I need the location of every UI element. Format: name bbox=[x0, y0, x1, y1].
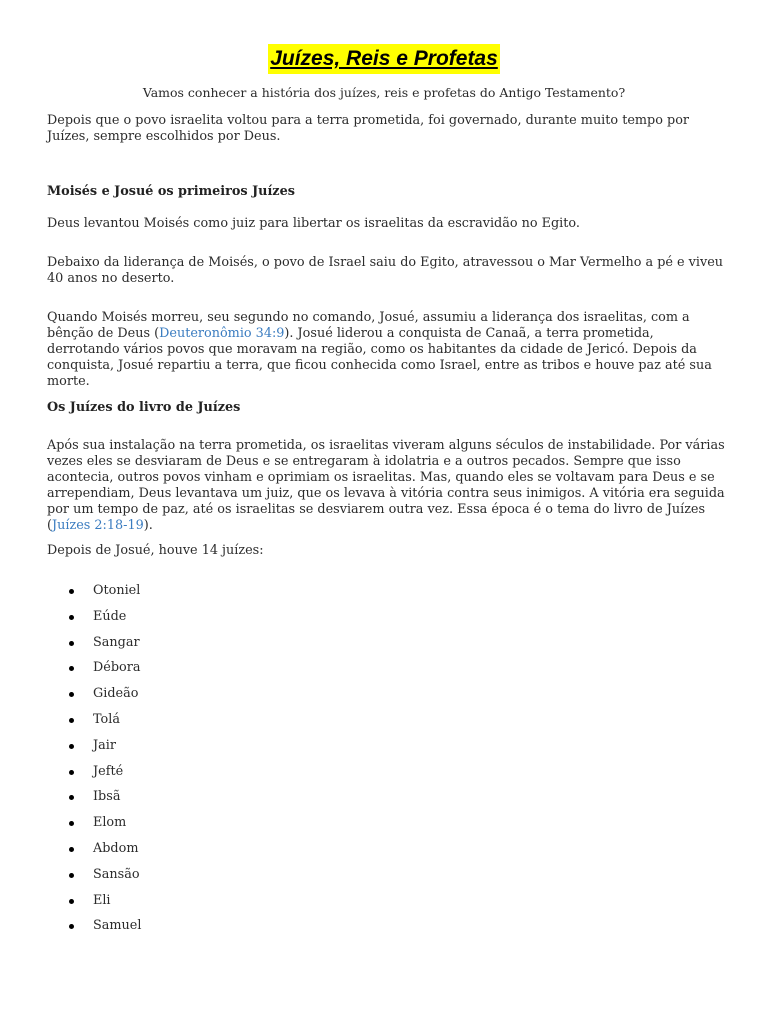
paragraph-lideranca-moises: Debaixo da liderança de Moisés, o povo de Israel saiu do Egito, atravessou o Mar Vermelho a pé e viveu 40 anos no deserto. bbox=[47, 255, 724, 286]
link-juizes-2-18[interactable]: Juízes 2:18-19 bbox=[52, 518, 144, 533]
bullet-icon bbox=[69, 615, 74, 620]
list-item bbox=[0, 737, 141, 763]
bullet-icon bbox=[69, 770, 74, 775]
list-item bbox=[0, 685, 141, 711]
paragraph-josue-text-start: Quando Moisés morreu, seu segundo no comando, Josué, assumiu a liderança dos israelitas, com a bênção de Deus ( bbox=[47, 310, 690, 341]
bullet-icon bbox=[69, 821, 74, 826]
list-item bbox=[0, 814, 141, 840]
judge-name: Abdom bbox=[93, 840, 139, 856]
judge-name: Jair bbox=[93, 737, 116, 753]
paragraph-instabilidade-text-end: ). bbox=[143, 518, 153, 533]
list-item bbox=[0, 659, 141, 685]
page-title: Juízes, Reis e Profetas bbox=[268, 44, 500, 74]
intro-paragraph: Depois que o povo israelita voltou para a terra prometida, foi governado, durante muito tempo por Juízes, sempre escolhidos por Deus. bbox=[47, 113, 690, 144]
bullet-icon bbox=[69, 641, 74, 646]
bullet-icon bbox=[69, 692, 74, 697]
paragraph-moises-juiz: Deus levantou Moisés como juiz para libertar os israelitas da escravidão no Egito. bbox=[47, 216, 580, 231]
list-item bbox=[0, 892, 141, 918]
list-item bbox=[0, 917, 141, 943]
bullet-icon bbox=[69, 666, 74, 671]
judge-name: Eúde bbox=[93, 608, 127, 624]
bullet-icon bbox=[69, 795, 74, 800]
list-item bbox=[0, 608, 141, 634]
judge-name: Otoniel bbox=[93, 583, 141, 598]
judge-name: Sansão bbox=[93, 866, 140, 882]
judge-name: Elom bbox=[93, 815, 127, 831]
bullet-icon bbox=[69, 744, 74, 749]
bullet-icon bbox=[69, 718, 74, 723]
section-heading-moises-josue: Moisés e Josué os primeiros Juízes bbox=[47, 184, 295, 199]
list-item bbox=[0, 634, 141, 660]
title-container bbox=[0, 44, 768, 74]
bullet-icon bbox=[69, 899, 74, 904]
paragraph-instabilidade bbox=[47, 438, 727, 534]
judge-name: Gideão bbox=[93, 686, 139, 702]
list-item bbox=[0, 866, 141, 892]
section-heading-livro-juizes: Os Juízes do livro de Juízes bbox=[47, 400, 241, 415]
judge-name: Jefté bbox=[93, 763, 124, 779]
list-item bbox=[0, 582, 141, 608]
paragraph-instabilidade-text-start: Após sua instalação na terra prometida, os israelitas viveram alguns séculos de instabilidade. Por várias vezes eles se desviaram de Deus e se entregaram à idolatria e a outros pecados. Sempre que isso acontecia, outros povos vinham e oprimiam os israelitas. Mas, quando eles se voltavam para Deus e se arrependiam, Deus levantava um juiz, que os levava à vitória contra seus inimigos. A vitória era seguida por um tempo de paz, até os israelitas se desviarem outra vez. Essa época é o tema do livro de Juízes ( bbox=[47, 438, 725, 533]
list-item bbox=[0, 763, 141, 789]
bullet-icon bbox=[69, 924, 74, 929]
judge-name: Débora bbox=[93, 660, 141, 676]
judges-list bbox=[0, 582, 141, 943]
judge-name: Sangar bbox=[93, 634, 140, 650]
judge-name: Ibsã bbox=[93, 789, 121, 805]
list-item bbox=[0, 711, 141, 737]
list-item bbox=[0, 840, 141, 866]
judge-name: Tolá bbox=[93, 711, 120, 727]
paragraph-josue bbox=[47, 310, 727, 390]
paragraph-josue-text-end: ). Josué liderou a conquista de Canaã, a terra prometida, derrotando vários povos que moravam na região, como os habitantes da cidade de Jericó. Depois da conquista, Josué repartiu a terra, que ficou conhecida como Israel, entre as tribos e houve paz até sua morte. bbox=[47, 326, 712, 389]
link-deuteronomio[interactable]: Deuteronômio 34:9 bbox=[159, 326, 285, 341]
list-item bbox=[0, 788, 141, 814]
judge-name: Eli bbox=[93, 892, 111, 908]
bullet-icon bbox=[69, 873, 74, 878]
bullet-icon bbox=[69, 589, 74, 594]
bullet-icon bbox=[69, 847, 74, 852]
paragraph-14-juizes: Depois de Josué, houve 14 juízes: bbox=[47, 543, 264, 558]
judge-name: Samuel bbox=[93, 918, 142, 934]
subtitle: Vamos conhecer a história dos juízes, reis e profetas do Antigo Testamento? bbox=[142, 85, 626, 100]
